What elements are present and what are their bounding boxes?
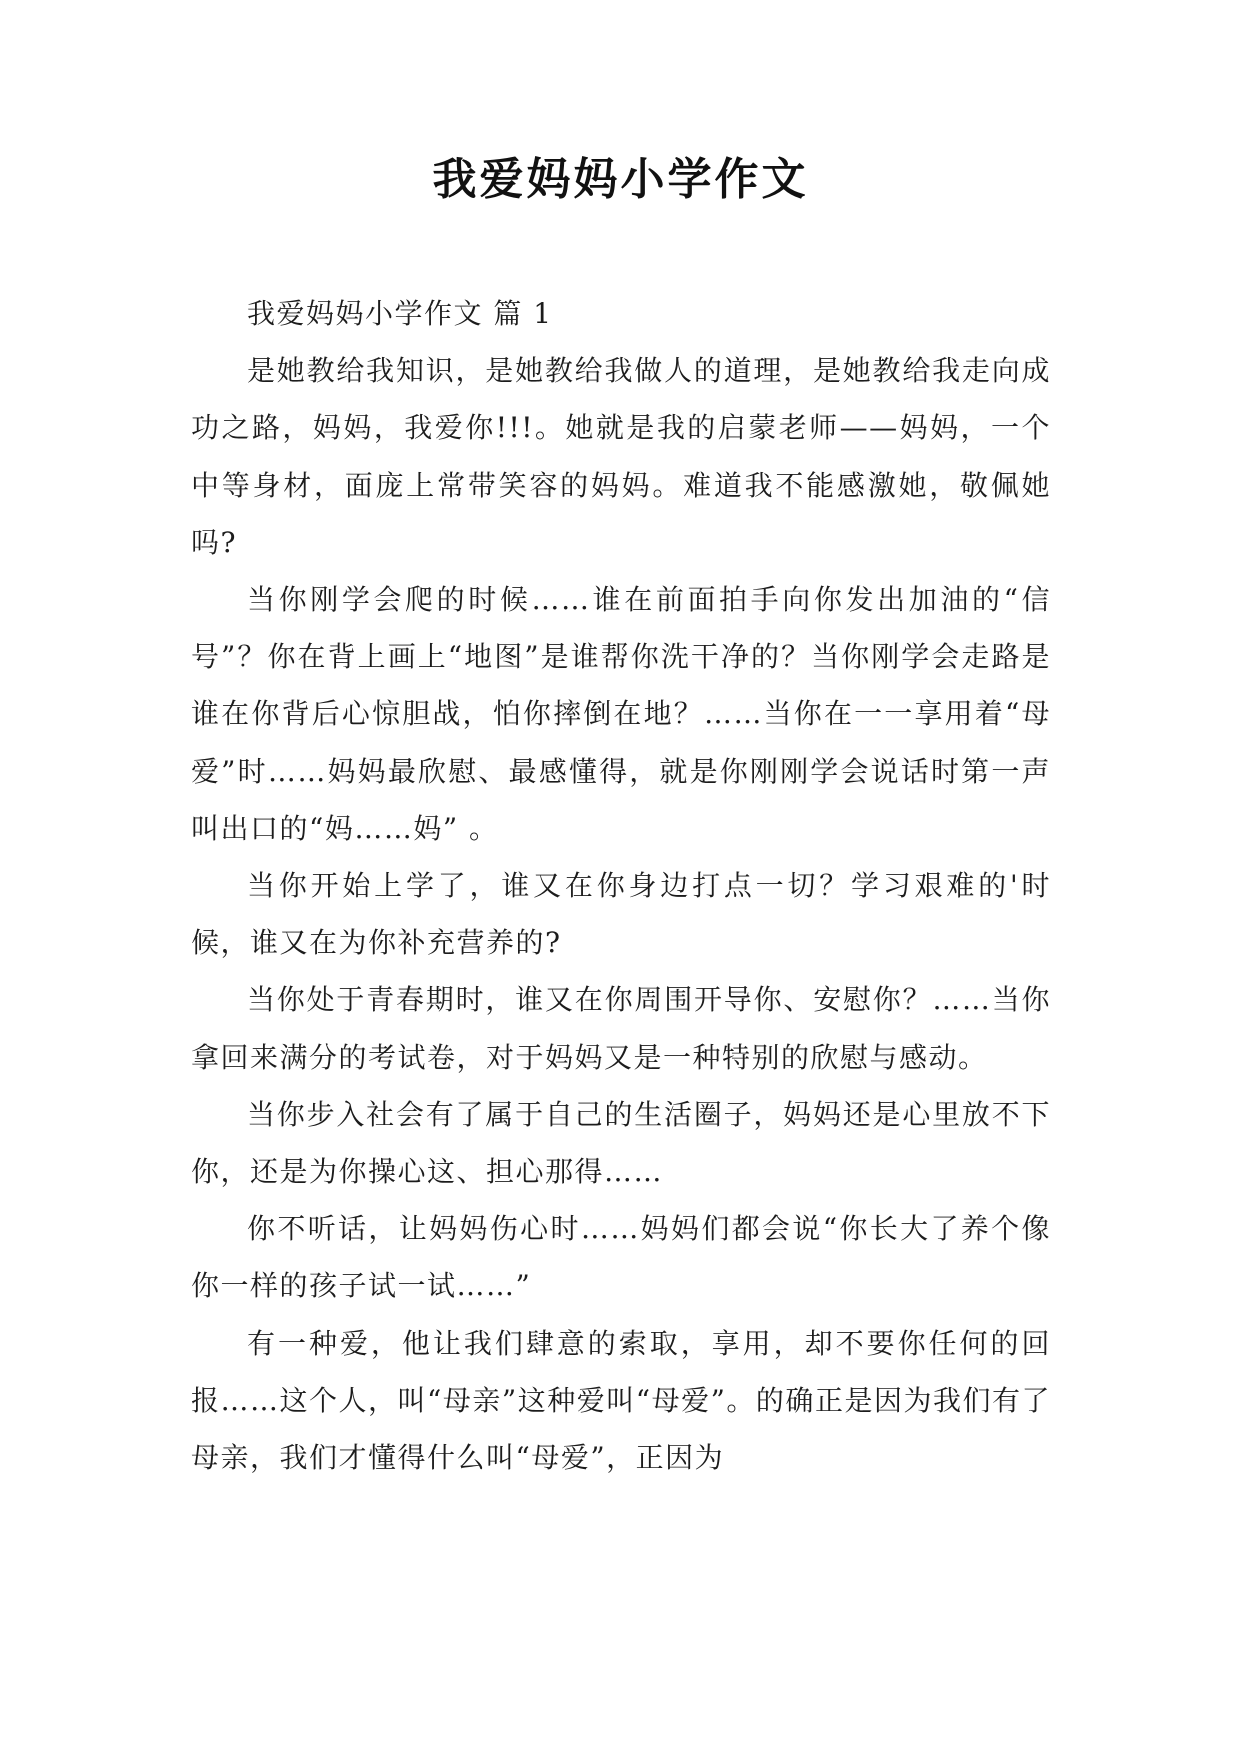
section-heading: 我爱妈妈小学作文 篇 1 [247, 297, 553, 330]
paragraph-6: 你不听话，让妈妈伤心时……妈妈们都会说“你长大了养个像你一样的孩子试一试……” [191, 1212, 1051, 1303]
paragraph-7: 有一种爱，他让我们肆意的索取，享用，却不要你任何的回报……这个人，叫“母亲”这种爱叫“母爱”。的确正是因为我们有了母亲，我们才懂得什么叫“母爱”，正因为 [191, 1326, 1051, 1475]
paragraph-4: 当你处于青春期时，谁又在你周围开导你、安慰你？……当你拿回来满分的考试卷，对于妈妈又是一种特别的欣慰与感动。 [191, 983, 1051, 1074]
paragraph-1: 是她教给我知识，是她教给我做人的道理，是她教给我走向成功之路，妈妈，我爱你!!!。她就是我的启蒙老师——妈妈，一个中等身材，面庞上常带笑容的妈妈。难道我不能感激她，敬佩她吗? [191, 354, 1051, 559]
paragraph-3: 当你开始上学了，谁又在你身边打点一切？学习艰难的'时候，谁又在为你补充营养的? [191, 869, 1051, 960]
paragraph-2: 当你刚学会爬的时候……谁在前面拍手向你发出加油的“信号”？你在背上画上“地图”是谁帮你洗干净的？当你刚学会走路是谁在你背后心惊胆战，怕你摔倒在地？……当你在一一享用着“母爱”时……妈妈最欣慰、最感懂得，就是你刚刚学会说话时第一声叫出口的“妈……妈” 。 [191, 583, 1051, 845]
document-title: 我爱妈妈小学作文 [432, 154, 809, 205]
document-body [191, 285, 1051, 1486]
paragraph-5: 当你步入社会有了属于自己的生活圈子，妈妈还是心里放不下你，还是为你操心这、担心那得…… [191, 1097, 1051, 1189]
